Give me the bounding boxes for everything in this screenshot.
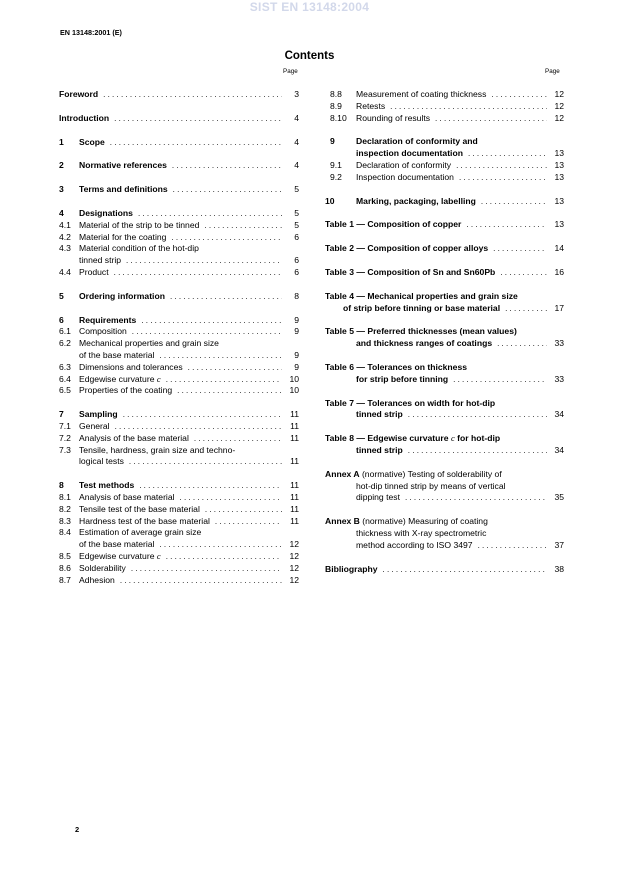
annex-prefix: Annex B (325, 516, 360, 527)
leader-dots (493, 243, 547, 255)
toc-entry-3[interactable] (59, 184, 299, 196)
leader-dots (173, 184, 282, 196)
toc-label: Product (79, 266, 109, 277)
toc-number: 8.10 (330, 112, 347, 123)
toc-label: Bibliography (325, 563, 378, 574)
leader-dots (204, 220, 282, 232)
leader-dots (383, 564, 547, 576)
toc-page: 12 (554, 112, 564, 123)
toc-entry-9[interactable] (325, 136, 564, 148)
toc-number: 5 (59, 290, 64, 301)
toc-entry-8-4-cont[interactable] (59, 539, 299, 551)
toc-label: Ordering information (79, 290, 165, 301)
leader-dots (159, 350, 282, 362)
toc-entry-6-5[interactable] (59, 385, 299, 397)
leader-dots (114, 267, 282, 279)
leader-dots (114, 113, 282, 125)
toc-label: Requirements (79, 314, 137, 325)
toc-entry-table-5[interactable] (325, 326, 564, 338)
toc-page: 35 (554, 492, 564, 503)
toc-page: 10 (289, 373, 299, 384)
toc-label: Scope (79, 136, 105, 147)
page-number: 2 (75, 825, 80, 834)
toc-left-column (59, 89, 299, 586)
toc-entry-table-2[interactable] (325, 243, 564, 255)
toc-label: Composition (79, 326, 127, 337)
toc-page: 11 (290, 420, 299, 431)
toc-page: 9 (294, 361, 299, 372)
toc-entry-8-5[interactable] (59, 551, 299, 563)
toc-entry-annex-a[interactable] (325, 469, 564, 481)
toc-label: General (79, 420, 110, 431)
toc-label (325, 433, 500, 445)
leader-dots (120, 575, 282, 587)
toc-label: and thickness ranges of coatings (356, 338, 493, 349)
toc-entry-9-cont[interactable] (325, 148, 564, 160)
toc-label: of strip before tinning or base material (343, 302, 501, 313)
toc-page: 6 (294, 266, 299, 277)
leader-dots (166, 551, 282, 563)
toc-page: 4 (294, 112, 299, 123)
toc-label: Table 6 — Tolerances on thickness (325, 361, 468, 372)
leader-dots (478, 540, 547, 552)
toc-label: tinned strip (79, 255, 122, 266)
toc-entry-4-3-cont[interactable] (59, 255, 299, 267)
right-page-column-header: Page (545, 68, 560, 75)
toc-label: tinned strip (356, 444, 403, 455)
toc-label: Analysis of base material (79, 491, 175, 502)
toc-label-text: Edgewise curvature (79, 550, 155, 561)
toc-page: 4 (294, 136, 299, 147)
leader-dots (103, 89, 282, 101)
leader-dots (435, 113, 547, 125)
toc-label: Designations (79, 207, 133, 218)
toc-entry-bibliography[interactable] (325, 564, 564, 576)
toc-label: Estimation of average grain size (79, 527, 202, 538)
toc-page: 12 (289, 562, 299, 573)
toc-page: 11 (290, 409, 299, 420)
toc-page: 11 (290, 491, 299, 502)
leader-dots (188, 362, 282, 374)
leader-dots (205, 504, 282, 516)
toc-entry-annex-b-cont2[interactable] (325, 540, 564, 552)
toc-number: 9.2 (330, 171, 342, 182)
leader-dots (115, 421, 282, 433)
toc-number: 7.2 (59, 432, 71, 443)
toc-entry-2[interactable] (59, 160, 299, 172)
toc-entry-8-10[interactable] (325, 113, 564, 125)
toc-label: Table 2 — Composition of copper alloys (325, 243, 489, 254)
toc-label: Measurement of coating thickness (356, 89, 487, 99)
leader-dots (466, 219, 547, 231)
toc-entry-5[interactable] (59, 291, 299, 303)
toc-entry-9-1[interactable] (325, 160, 564, 172)
toc-page: 13 (554, 159, 564, 170)
leader-dots (172, 160, 282, 172)
toc-page: 9 (294, 314, 299, 325)
toc-label: Rounding of results (356, 112, 431, 123)
toc-label: Marking, packaging, labelling (356, 195, 476, 206)
leader-dots (390, 101, 547, 113)
toc-label: for strip before tinning (356, 373, 449, 384)
toc-page: 3 (294, 89, 299, 99)
leader-dots (500, 267, 547, 279)
toc-entry-8-2[interactable] (59, 504, 299, 516)
toc-label-text: (normative) Testing of solderability of (361, 468, 502, 479)
leader-dots (491, 89, 547, 101)
toc-number: 8.7 (59, 574, 71, 585)
toc-entry-table-4-cont[interactable] (325, 303, 564, 315)
toc-number: 6 (59, 314, 64, 325)
toc-entry-6-1[interactable] (59, 326, 299, 338)
toc-label: logical tests (79, 456, 124, 467)
toc-number: 1 (59, 136, 64, 147)
leader-dots (170, 291, 282, 303)
toc-page: 38 (554, 563, 564, 574)
toc-entry-10[interactable] (325, 196, 564, 208)
symbol-c: c (156, 373, 161, 384)
toc-entry-table-8[interactable] (325, 433, 564, 445)
leader-dots (408, 445, 547, 457)
toc-label: Solderability (79, 562, 126, 573)
toc-entry-6[interactable] (59, 315, 299, 327)
toc-page: 12 (289, 550, 299, 561)
toc-label: Mechanical properties and grain size (79, 338, 219, 349)
toc-page: 5 (294, 219, 299, 230)
toc-entry-annex-a-cont1[interactable] (325, 481, 564, 493)
toc-entry-8-9[interactable] (325, 101, 564, 113)
toc-entry-table-4[interactable] (325, 291, 564, 303)
toc-entry-8-7[interactable] (59, 575, 299, 587)
toc-number: 7 (59, 409, 64, 420)
toc-label-tail: for hot-dip (457, 433, 501, 444)
toc-number: 6.2 (59, 338, 71, 349)
toc-page: 17 (554, 302, 564, 313)
toc-number: 6.5 (59, 385, 71, 396)
toc-number: 8.3 (59, 515, 71, 526)
toc-page: 11 (290, 480, 299, 491)
toc-page: 12 (554, 100, 564, 111)
toc-label: Material condition of the hot-dip (79, 243, 199, 254)
toc-label: tinned strip (356, 409, 403, 420)
toc-entry-table-6[interactable] (325, 362, 564, 374)
toc-label: Inspection documentation (356, 171, 454, 182)
toc-label: Table 7 — Tolerances on width for hot-dip (325, 397, 496, 408)
toc-label: Declaration of conformity (356, 159, 452, 170)
toc-entry-introduction[interactable] (59, 113, 299, 125)
toc-label (79, 551, 161, 563)
leader-dots (139, 480, 282, 492)
toc-label: Table 1 — Composition of copper (325, 219, 462, 230)
toc-entry-foreword[interactable] (59, 89, 299, 101)
toc-entry-table-8-cont[interactable] (325, 445, 564, 457)
toc-label (79, 374, 161, 386)
toc-page: 11 (290, 503, 299, 514)
toc-label: Properties of the coating (79, 385, 173, 396)
left-page-column-header: Page (283, 68, 298, 75)
leader-dots (141, 315, 282, 327)
leader-dots (159, 539, 282, 551)
leader-dots (456, 160, 547, 172)
toc-page: 6 (294, 231, 299, 242)
leader-dots (505, 303, 547, 315)
toc-label: Introduction (59, 112, 110, 123)
annex-prefix: Annex A (325, 468, 360, 479)
toc-entry-8-4[interactable] (59, 527, 299, 539)
toc-label: Tensile test of the base material (79, 503, 200, 514)
toc-entry-annex-b[interactable] (325, 516, 564, 528)
toc-label: Table 5 — Preferred thicknesses (mean values) (325, 326, 517, 337)
toc-page: 12 (289, 574, 299, 585)
leader-dots (180, 492, 282, 504)
toc-entry-9-2[interactable] (325, 172, 564, 184)
toc-entry-6-3[interactable] (59, 362, 299, 374)
toc-number: 4.1 (59, 219, 71, 230)
toc-page: 11 (290, 432, 299, 443)
toc-number: 9.1 (330, 159, 342, 170)
toc-entry-8-6[interactable] (59, 563, 299, 575)
toc-label: Retests (356, 100, 386, 111)
toc-number: 4.4 (59, 266, 71, 277)
toc-label (325, 516, 488, 528)
toc-page: 16 (554, 266, 564, 277)
toc-entry-4[interactable] (59, 208, 299, 220)
toc-entry-4-4[interactable] (59, 267, 299, 279)
toc-entry-8-1[interactable] (59, 492, 299, 504)
toc-page: 37 (554, 539, 564, 550)
leader-dots (215, 516, 282, 528)
toc-page: 14 (554, 243, 564, 254)
leader-dots (459, 172, 547, 184)
toc-entry-table-7[interactable] (325, 398, 564, 410)
symbol-c: c (156, 550, 161, 561)
toc-label: dipping test (356, 492, 400, 503)
toc-entry-table-5-cont[interactable] (325, 338, 564, 350)
toc-entry-8[interactable] (59, 480, 299, 492)
toc-number: 8.9 (330, 100, 342, 111)
toc-label: Table 3 — Composition of Sn and Sn60Pb (325, 266, 496, 277)
toc-page: 13 (554, 148, 564, 159)
toc-number: 8.1 (59, 491, 71, 502)
toc-label: Material of the strip to be tinned (79, 219, 200, 230)
toc-number: 3 (59, 184, 64, 195)
leader-dots (177, 385, 282, 397)
toc-label (325, 469, 502, 481)
toc-label: inspection documentation (356, 148, 463, 159)
leader-dots (166, 374, 282, 386)
toc-entry-4-2[interactable] (59, 232, 299, 244)
toc-entry-annex-b-cont1[interactable] (325, 528, 564, 540)
toc-entry-annex-a-cont2[interactable] (325, 492, 564, 504)
toc-label: Declaration of conformity and (356, 136, 478, 147)
toc-page: 34 (554, 444, 564, 455)
toc-number: 8.2 (59, 503, 71, 514)
toc-entry-4-1[interactable] (59, 220, 299, 232)
toc-entry-6-2[interactable] (59, 338, 299, 350)
toc-number: 6.1 (59, 326, 71, 337)
leader-dots (132, 326, 282, 338)
document-id: EN 13148:2001 (E) (60, 28, 122, 37)
leader-dots (194, 433, 282, 445)
leader-dots (468, 148, 547, 160)
toc-label-text: Edgewise curvature (79, 373, 155, 384)
toc-entry-table-6-cont[interactable] (325, 374, 564, 386)
toc-number: 4.3 (59, 243, 71, 254)
toc-page: 9 (294, 349, 299, 360)
toc-page: 5 (294, 184, 299, 195)
toc-number: 6.4 (59, 373, 71, 384)
leader-dots (123, 409, 282, 421)
toc-number: 8.6 (59, 562, 71, 573)
toc-number: 2 (59, 160, 64, 171)
toc-page: 11 (290, 456, 299, 467)
toc-page: 13 (554, 219, 564, 230)
leader-dots (129, 456, 282, 468)
toc-page: 5 (294, 207, 299, 218)
toc-entry-8-3[interactable] (59, 516, 299, 528)
toc-entry-4-3[interactable] (59, 243, 299, 255)
leader-dots (497, 338, 547, 350)
toc-page: 10 (289, 385, 299, 396)
toc-number: 8.4 (59, 527, 71, 538)
toc-entry-7[interactable] (59, 409, 299, 421)
toc-label: method according to ISO 3497 (356, 539, 473, 550)
toc-label: Tensile, hardness, grain size and techno- (79, 444, 236, 455)
toc-label-text: Table 8 — Edgewise curvature (325, 433, 449, 444)
toc-page: 13 (554, 171, 564, 182)
toc-label: Normative references (79, 160, 167, 171)
page-title: Contents (284, 50, 335, 62)
leader-dots (110, 137, 282, 149)
toc-entry-7-1[interactable] (59, 421, 299, 433)
watermark: SIST EN 13148:2004 (249, 0, 370, 14)
toc-label: Table 4 — Mechanical properties and grain size (325, 290, 518, 301)
toc-label: Sampling (79, 409, 118, 420)
leader-dots (131, 563, 282, 575)
leader-dots (171, 232, 282, 244)
toc-label: of the base material (79, 349, 155, 360)
toc-page: 11 (290, 515, 299, 526)
toc-number: 4 (59, 207, 64, 218)
toc-entry-table-7-cont[interactable] (325, 409, 564, 421)
toc-label: Test methods (79, 480, 135, 491)
toc-number: 7.1 (59, 420, 71, 431)
toc-label: Dimensions and tolerances (79, 361, 183, 372)
toc-right-column (325, 89, 564, 575)
toc-label: Foreword (59, 89, 99, 99)
leader-dots (453, 374, 547, 386)
toc-page: 33 (554, 338, 564, 349)
toc-number: 9 (330, 136, 335, 147)
toc-page: 12 (289, 539, 299, 550)
leader-dots (126, 255, 282, 267)
toc-number: 8.5 (59, 550, 71, 561)
toc-number: 10 (325, 195, 335, 206)
toc-number: 6.3 (59, 361, 71, 372)
toc-label: Terms and definitions (79, 184, 168, 195)
toc-page: 33 (554, 373, 564, 384)
toc-page: 12 (554, 89, 564, 99)
leader-dots (138, 208, 282, 220)
toc-entry-table-3[interactable] (325, 267, 564, 279)
toc-entry-6-4[interactable] (59, 374, 299, 386)
toc-page: 34 (554, 409, 564, 420)
toc-entry-6-2-cont[interactable] (59, 350, 299, 362)
toc-entry-1[interactable] (59, 137, 299, 149)
toc-number: 8 (59, 480, 64, 491)
toc-number: 7.3 (59, 444, 71, 455)
leader-dots (481, 196, 547, 208)
toc-page: 13 (554, 195, 564, 206)
toc-entry-7-3-cont[interactable] (59, 456, 299, 468)
toc-label: thickness with X-ray spectrometric (356, 527, 487, 538)
toc-label: Adhesion (79, 574, 115, 585)
toc-number: 4.2 (59, 231, 71, 242)
toc-label-text: (normative) Measuring of coating (362, 516, 488, 527)
toc-page: 8 (294, 290, 299, 301)
toc-label: Analysis of the base material (79, 432, 189, 443)
toc-label: Hardness test of the base material (79, 515, 210, 526)
toc-page: 6 (294, 255, 299, 266)
toc-label: hot-dip tinned strip by means of vertical (356, 480, 506, 491)
toc-entry-table-1[interactable] (325, 219, 564, 231)
leader-dots (408, 409, 547, 421)
toc-label: Material for the coating (79, 231, 167, 242)
toc-entry-8-8[interactable] (325, 89, 564, 101)
toc-page: 4 (294, 160, 299, 171)
toc-number: 8.8 (330, 89, 342, 99)
toc-entry-7-2[interactable] (59, 433, 299, 445)
toc-label: of the base material (79, 539, 155, 550)
toc-page: 9 (294, 326, 299, 337)
leader-dots (405, 492, 547, 504)
symbol-c: c (450, 433, 455, 444)
toc-entry-7-3[interactable] (59, 445, 299, 457)
